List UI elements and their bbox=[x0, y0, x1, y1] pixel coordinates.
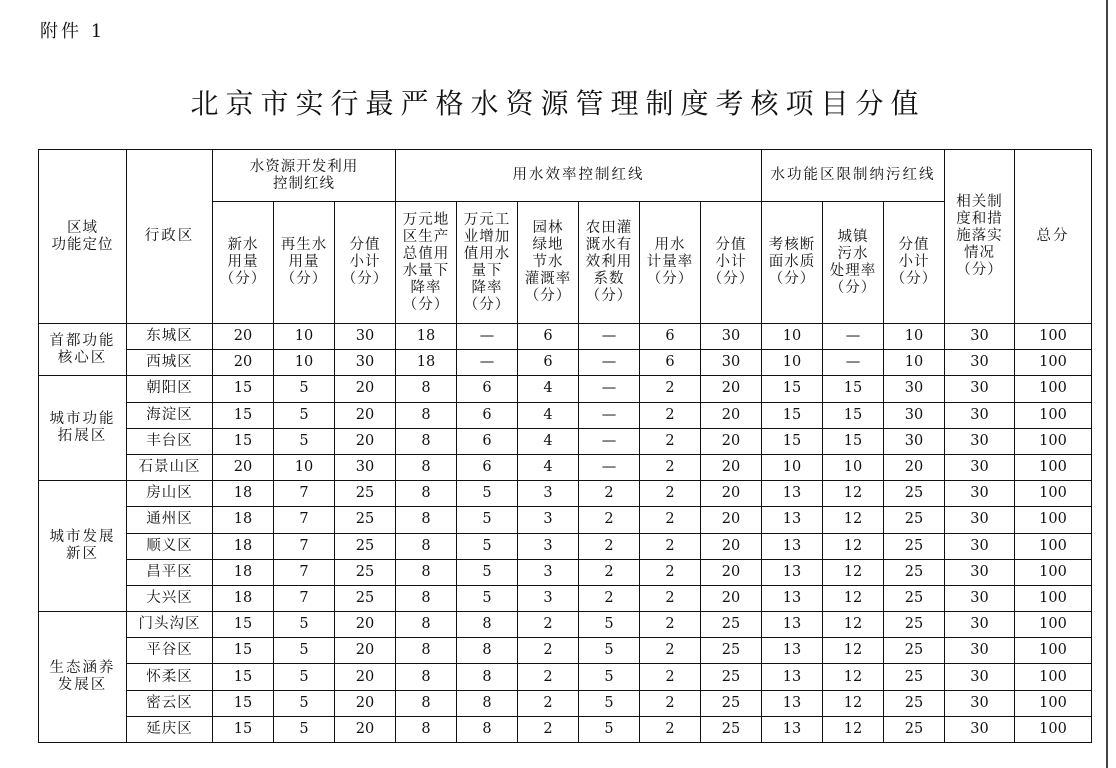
header-sub-new-water: 新水 用量 （分） bbox=[213, 202, 274, 324]
header-sub-reclaimed-water: 再生水 用量 （分） bbox=[274, 202, 335, 324]
district-cell: 怀柔区 bbox=[127, 664, 213, 690]
score-cell: 20 bbox=[335, 612, 396, 638]
score-cell: 2 bbox=[579, 559, 640, 585]
score-cell: 5 bbox=[274, 638, 335, 664]
score-cell: 3 bbox=[518, 507, 579, 533]
score-cell: 13 bbox=[762, 559, 823, 585]
score-cell: 8 bbox=[457, 690, 518, 716]
score-cell: 2 bbox=[640, 690, 701, 716]
score-cell: 4 bbox=[518, 454, 579, 480]
table-row bbox=[39, 350, 1092, 376]
score-cell: 25 bbox=[335, 559, 396, 585]
score-cell: — bbox=[579, 324, 640, 350]
score-cell: 30 bbox=[945, 716, 1015, 742]
score-cell: — bbox=[823, 324, 884, 350]
score-cell: 2 bbox=[640, 559, 701, 585]
score-cell: 7 bbox=[274, 585, 335, 611]
score-cell: — bbox=[579, 376, 640, 402]
score-cell: — bbox=[457, 350, 518, 376]
score-cell: 6 bbox=[457, 454, 518, 480]
score-cell: 5 bbox=[579, 716, 640, 742]
score-cell: 5 bbox=[457, 533, 518, 559]
score-cell: 30 bbox=[945, 585, 1015, 611]
score-cell: 18 bbox=[396, 324, 457, 350]
score-cell: 7 bbox=[274, 533, 335, 559]
score-cell: 5 bbox=[274, 428, 335, 454]
score-cell: 100 bbox=[1015, 428, 1092, 454]
header-sub-section-quality: 考核断 面水质 （分） bbox=[762, 202, 823, 324]
district-cell: 石景山区 bbox=[127, 454, 213, 480]
score-cell: 12 bbox=[823, 690, 884, 716]
score-cell: 4 bbox=[518, 376, 579, 402]
score-cell: 30 bbox=[335, 454, 396, 480]
score-cell: 5 bbox=[274, 402, 335, 428]
score-table bbox=[38, 149, 1092, 743]
score-cell: 12 bbox=[823, 612, 884, 638]
score-cell: 15 bbox=[213, 428, 274, 454]
score-cell: 25 bbox=[884, 507, 945, 533]
score-cell: 20 bbox=[701, 559, 762, 585]
score-cell: 25 bbox=[701, 664, 762, 690]
score-cell: 5 bbox=[457, 507, 518, 533]
score-cell: 13 bbox=[762, 690, 823, 716]
table-row bbox=[39, 507, 1092, 533]
score-cell: 2 bbox=[640, 481, 701, 507]
header-row-groups bbox=[39, 150, 1092, 202]
score-cell: 12 bbox=[823, 716, 884, 742]
score-cell: 8 bbox=[396, 612, 457, 638]
score-cell: 20 bbox=[335, 664, 396, 690]
score-cell: 8 bbox=[457, 664, 518, 690]
score-cell: 18 bbox=[396, 350, 457, 376]
score-cell: 30 bbox=[335, 324, 396, 350]
score-cell: 20 bbox=[701, 507, 762, 533]
score-cell: 20 bbox=[701, 376, 762, 402]
score-cell: 18 bbox=[213, 559, 274, 585]
score-cell: 30 bbox=[945, 664, 1015, 690]
score-cell: 8 bbox=[396, 638, 457, 664]
score-cell: 5 bbox=[579, 664, 640, 690]
score-cell: 2 bbox=[518, 664, 579, 690]
score-cell: 20 bbox=[213, 324, 274, 350]
score-cell: 30 bbox=[884, 402, 945, 428]
header-region: 区域 功能定位 bbox=[39, 150, 127, 324]
score-cell: 6 bbox=[518, 324, 579, 350]
district-cell: 通州区 bbox=[127, 507, 213, 533]
score-cell: 5 bbox=[274, 612, 335, 638]
score-cell: 20 bbox=[335, 376, 396, 402]
score-cell: 10 bbox=[762, 350, 823, 376]
score-cell: 10 bbox=[274, 454, 335, 480]
score-cell: 30 bbox=[945, 324, 1015, 350]
header-sub-garden-irrigation: 园林 绿地 节水 灌溉率 （分） bbox=[518, 202, 579, 324]
score-cell: 8 bbox=[396, 716, 457, 742]
score-cell: 8 bbox=[396, 454, 457, 480]
score-cell: 5 bbox=[274, 716, 335, 742]
score-cell: 20 bbox=[701, 454, 762, 480]
header-sub-subtotal-2: 分值 小计 （分） bbox=[701, 202, 762, 324]
district-cell: 昌平区 bbox=[127, 559, 213, 585]
score-cell: 2 bbox=[579, 533, 640, 559]
score-cell: 6 bbox=[640, 324, 701, 350]
header-total: 总分 bbox=[1015, 150, 1092, 324]
score-cell: 18 bbox=[213, 481, 274, 507]
score-cell: 20 bbox=[335, 716, 396, 742]
score-cell: 15 bbox=[213, 402, 274, 428]
score-cell: 20 bbox=[335, 428, 396, 454]
district-cell: 房山区 bbox=[127, 481, 213, 507]
score-cell: 8 bbox=[457, 612, 518, 638]
header-group-pollution: 水功能区限制纳污红线 bbox=[762, 150, 945, 202]
score-cell: 25 bbox=[884, 664, 945, 690]
score-cell: 6 bbox=[457, 376, 518, 402]
table-row bbox=[39, 612, 1092, 638]
district-cell: 东城区 bbox=[127, 324, 213, 350]
score-cell: 13 bbox=[762, 481, 823, 507]
table-row bbox=[39, 481, 1092, 507]
score-cell: 15 bbox=[762, 376, 823, 402]
score-cell: 7 bbox=[274, 559, 335, 585]
score-cell: 13 bbox=[762, 533, 823, 559]
score-cell: 3 bbox=[518, 533, 579, 559]
score-cell: 12 bbox=[823, 664, 884, 690]
region-cell: 首都功能 核心区 bbox=[39, 324, 127, 376]
score-cell: 18 bbox=[213, 507, 274, 533]
header-district: 行政区 bbox=[127, 150, 213, 324]
score-cell: 100 bbox=[1015, 664, 1092, 690]
header-group-development: 水资源开发利用 控制红线 bbox=[213, 150, 396, 202]
region-cell: 城市发展 新区 bbox=[39, 481, 127, 612]
score-cell: 25 bbox=[884, 585, 945, 611]
score-cell: 5 bbox=[579, 612, 640, 638]
score-cell: 2 bbox=[518, 716, 579, 742]
score-cell: 30 bbox=[945, 638, 1015, 664]
score-cell: 2 bbox=[579, 507, 640, 533]
score-cell: 10 bbox=[823, 454, 884, 480]
score-cell: 8 bbox=[396, 533, 457, 559]
district-cell: 朝阳区 bbox=[127, 376, 213, 402]
score-cell: 20 bbox=[701, 585, 762, 611]
score-cell: 6 bbox=[518, 350, 579, 376]
score-cell: 100 bbox=[1015, 716, 1092, 742]
score-cell: 10 bbox=[884, 324, 945, 350]
score-cell: 20 bbox=[213, 350, 274, 376]
score-cell: 12 bbox=[823, 585, 884, 611]
score-cell: 25 bbox=[701, 716, 762, 742]
score-cell: 20 bbox=[701, 533, 762, 559]
score-cell: 13 bbox=[762, 507, 823, 533]
header-sub-subtotal-1: 分值 小计 （分） bbox=[335, 202, 396, 324]
score-cell: 2 bbox=[640, 376, 701, 402]
score-cell: 2 bbox=[579, 585, 640, 611]
score-cell: 25 bbox=[884, 716, 945, 742]
score-cell: 100 bbox=[1015, 454, 1092, 480]
score-cell: 25 bbox=[884, 638, 945, 664]
score-cell: 25 bbox=[335, 481, 396, 507]
score-cell: 30 bbox=[701, 324, 762, 350]
attachment-label: 附件 1 bbox=[40, 21, 106, 42]
score-cell: 12 bbox=[823, 533, 884, 559]
score-cell: 8 bbox=[396, 585, 457, 611]
score-cell: 2 bbox=[579, 481, 640, 507]
score-cell: 100 bbox=[1015, 690, 1092, 716]
score-cell: — bbox=[579, 402, 640, 428]
score-cell: 30 bbox=[884, 376, 945, 402]
score-cell: 10 bbox=[884, 350, 945, 376]
score-cell: 25 bbox=[884, 690, 945, 716]
score-cell: 10 bbox=[274, 350, 335, 376]
district-cell: 丰台区 bbox=[127, 428, 213, 454]
district-cell: 延庆区 bbox=[127, 716, 213, 742]
district-cell: 海淀区 bbox=[127, 402, 213, 428]
score-cell: 25 bbox=[884, 612, 945, 638]
score-cell: 30 bbox=[884, 428, 945, 454]
score-cell: — bbox=[579, 454, 640, 480]
score-cell: 15 bbox=[213, 716, 274, 742]
district-cell: 密云区 bbox=[127, 690, 213, 716]
header-sub-metering-rate: 用水 计量率 （分） bbox=[640, 202, 701, 324]
score-cell: 4 bbox=[518, 402, 579, 428]
table-row bbox=[39, 559, 1092, 585]
score-cell: 3 bbox=[518, 559, 579, 585]
district-cell: 大兴区 bbox=[127, 585, 213, 611]
score-cell: 20 bbox=[335, 690, 396, 716]
score-cell: 8 bbox=[396, 481, 457, 507]
score-cell: 25 bbox=[701, 612, 762, 638]
score-cell: 6 bbox=[640, 350, 701, 376]
district-cell: 平谷区 bbox=[127, 638, 213, 664]
score-cell: 100 bbox=[1015, 612, 1092, 638]
region-cell: 城市功能 拓展区 bbox=[39, 376, 127, 481]
score-cell: 2 bbox=[640, 454, 701, 480]
score-cell: 6 bbox=[457, 402, 518, 428]
score-cell: 7 bbox=[274, 507, 335, 533]
header-sub-sewage-treatment: 城镇 污水 处理率 （分） bbox=[823, 202, 884, 324]
score-cell: 13 bbox=[762, 585, 823, 611]
score-cell: 2 bbox=[640, 507, 701, 533]
table-row bbox=[39, 428, 1092, 454]
score-cell: 8 bbox=[457, 638, 518, 664]
score-cell: 30 bbox=[945, 402, 1015, 428]
score-cell: 8 bbox=[457, 716, 518, 742]
score-cell: 3 bbox=[518, 481, 579, 507]
score-cell: 5 bbox=[457, 585, 518, 611]
score-cell: 8 bbox=[396, 376, 457, 402]
score-cell: 15 bbox=[213, 638, 274, 664]
score-cell: 25 bbox=[335, 585, 396, 611]
score-cell: 2 bbox=[640, 533, 701, 559]
score-cell: 20 bbox=[335, 638, 396, 664]
table-row bbox=[39, 690, 1092, 716]
score-cell: 8 bbox=[396, 690, 457, 716]
table-row bbox=[39, 454, 1092, 480]
score-cell: 15 bbox=[823, 402, 884, 428]
score-cell: 5 bbox=[457, 481, 518, 507]
table-row bbox=[39, 638, 1092, 664]
score-cell: 15 bbox=[213, 664, 274, 690]
score-cell: 15 bbox=[213, 690, 274, 716]
district-cell: 顺义区 bbox=[127, 533, 213, 559]
score-cell: 25 bbox=[884, 533, 945, 559]
score-cell: 30 bbox=[335, 350, 396, 376]
score-cell: 15 bbox=[762, 402, 823, 428]
score-cell: 18 bbox=[213, 585, 274, 611]
header-sub-industry-water-decline: 万元工 业增加 值用水 量下 降率 （分） bbox=[457, 202, 518, 324]
score-cell: 100 bbox=[1015, 324, 1092, 350]
score-cell: 100 bbox=[1015, 533, 1092, 559]
score-cell: 2 bbox=[518, 612, 579, 638]
score-cell: 15 bbox=[762, 428, 823, 454]
score-cell: 15 bbox=[823, 376, 884, 402]
score-cell: 13 bbox=[762, 716, 823, 742]
score-cell: 30 bbox=[945, 428, 1015, 454]
score-cell: 5 bbox=[457, 559, 518, 585]
table-row bbox=[39, 533, 1092, 559]
score-cell: 30 bbox=[945, 612, 1015, 638]
score-cell: 25 bbox=[335, 507, 396, 533]
table-row bbox=[39, 664, 1092, 690]
score-cell: 30 bbox=[701, 350, 762, 376]
score-cell: 20 bbox=[213, 454, 274, 480]
page-title: 北京市实行最严格水资源管理制度考核项目分值 bbox=[190, 87, 926, 120]
score-cell: 100 bbox=[1015, 350, 1092, 376]
score-cell: 13 bbox=[762, 664, 823, 690]
score-cell: 2 bbox=[518, 690, 579, 716]
score-cell: 2 bbox=[640, 402, 701, 428]
header-policy: 相关制 度和措 施落实 情况 （分） bbox=[945, 150, 1015, 324]
score-cell: 2 bbox=[640, 638, 701, 664]
table-row bbox=[39, 376, 1092, 402]
header-sub-gdp-water-decline: 万元地 区生产 总值用 水量下 降率 （分） bbox=[396, 202, 457, 324]
score-cell: 25 bbox=[884, 559, 945, 585]
score-cell: 13 bbox=[762, 638, 823, 664]
table-row bbox=[39, 585, 1092, 611]
score-cell: 30 bbox=[945, 559, 1015, 585]
score-cell: 25 bbox=[701, 638, 762, 664]
score-cell: 2 bbox=[640, 612, 701, 638]
score-cell: 30 bbox=[945, 690, 1015, 716]
score-cell: 30 bbox=[945, 481, 1015, 507]
score-cell: 2 bbox=[518, 638, 579, 664]
score-cell: — bbox=[457, 324, 518, 350]
table-row bbox=[39, 402, 1092, 428]
score-cell: 8 bbox=[396, 402, 457, 428]
score-cell: 12 bbox=[823, 638, 884, 664]
score-cell: 15 bbox=[213, 376, 274, 402]
header-sub-subtotal-3: 分值 小计 （分） bbox=[884, 202, 945, 324]
score-cell: 2 bbox=[640, 716, 701, 742]
score-cell: 5 bbox=[579, 638, 640, 664]
score-cell: 12 bbox=[823, 559, 884, 585]
score-cell: 8 bbox=[396, 664, 457, 690]
score-cell: 6 bbox=[457, 428, 518, 454]
score-cell: 8 bbox=[396, 428, 457, 454]
score-cell: 20 bbox=[335, 402, 396, 428]
score-cell: 25 bbox=[335, 533, 396, 559]
score-cell: 100 bbox=[1015, 507, 1092, 533]
score-cell: 8 bbox=[396, 559, 457, 585]
region-cell: 生态涵养 发展区 bbox=[39, 612, 127, 743]
score-cell: 100 bbox=[1015, 585, 1092, 611]
page-edge-rule bbox=[1106, 0, 1108, 768]
table-row bbox=[39, 716, 1092, 742]
score-cell: 100 bbox=[1015, 376, 1092, 402]
score-cell: 13 bbox=[762, 612, 823, 638]
score-cell: 2 bbox=[640, 585, 701, 611]
score-cell: 25 bbox=[884, 481, 945, 507]
score-cell: 100 bbox=[1015, 559, 1092, 585]
score-cell: 30 bbox=[945, 507, 1015, 533]
score-cell: 100 bbox=[1015, 481, 1092, 507]
score-cell: 20 bbox=[701, 428, 762, 454]
score-cell: 8 bbox=[396, 507, 457, 533]
score-cell: 15 bbox=[823, 428, 884, 454]
score-cell: 100 bbox=[1015, 638, 1092, 664]
score-cell: 25 bbox=[701, 690, 762, 716]
score-cell: 30 bbox=[945, 533, 1015, 559]
district-cell: 门头沟区 bbox=[127, 612, 213, 638]
score-cell: — bbox=[579, 350, 640, 376]
score-cell: 15 bbox=[213, 612, 274, 638]
score-cell: 4 bbox=[518, 428, 579, 454]
score-cell: 7 bbox=[274, 481, 335, 507]
score-cell: 20 bbox=[701, 481, 762, 507]
header-group-efficiency: 用水效率控制红线 bbox=[396, 150, 762, 202]
score-cell: 12 bbox=[823, 507, 884, 533]
score-cell: 3 bbox=[518, 585, 579, 611]
score-cell: 10 bbox=[762, 324, 823, 350]
score-cell: — bbox=[579, 428, 640, 454]
score-cell: 5 bbox=[274, 690, 335, 716]
score-cell: 20 bbox=[884, 454, 945, 480]
score-cell: 20 bbox=[701, 402, 762, 428]
table-row bbox=[39, 324, 1092, 350]
score-cell: 18 bbox=[213, 533, 274, 559]
score-cell: 2 bbox=[640, 664, 701, 690]
score-cell: 10 bbox=[274, 324, 335, 350]
score-cell: 5 bbox=[274, 664, 335, 690]
district-cell: 西城区 bbox=[127, 350, 213, 376]
score-cell: 5 bbox=[274, 376, 335, 402]
score-cell: — bbox=[823, 350, 884, 376]
score-cell: 100 bbox=[1015, 402, 1092, 428]
score-cell: 2 bbox=[640, 428, 701, 454]
score-cell: 30 bbox=[945, 350, 1015, 376]
header-sub-farm-irrigation: 农田灌 溉水有 效利用 系数 （分） bbox=[579, 202, 640, 324]
score-cell: 30 bbox=[945, 376, 1015, 402]
score-cell: 30 bbox=[945, 454, 1015, 480]
score-cell: 12 bbox=[823, 481, 884, 507]
score-cell: 10 bbox=[762, 454, 823, 480]
score-cell: 5 bbox=[579, 690, 640, 716]
